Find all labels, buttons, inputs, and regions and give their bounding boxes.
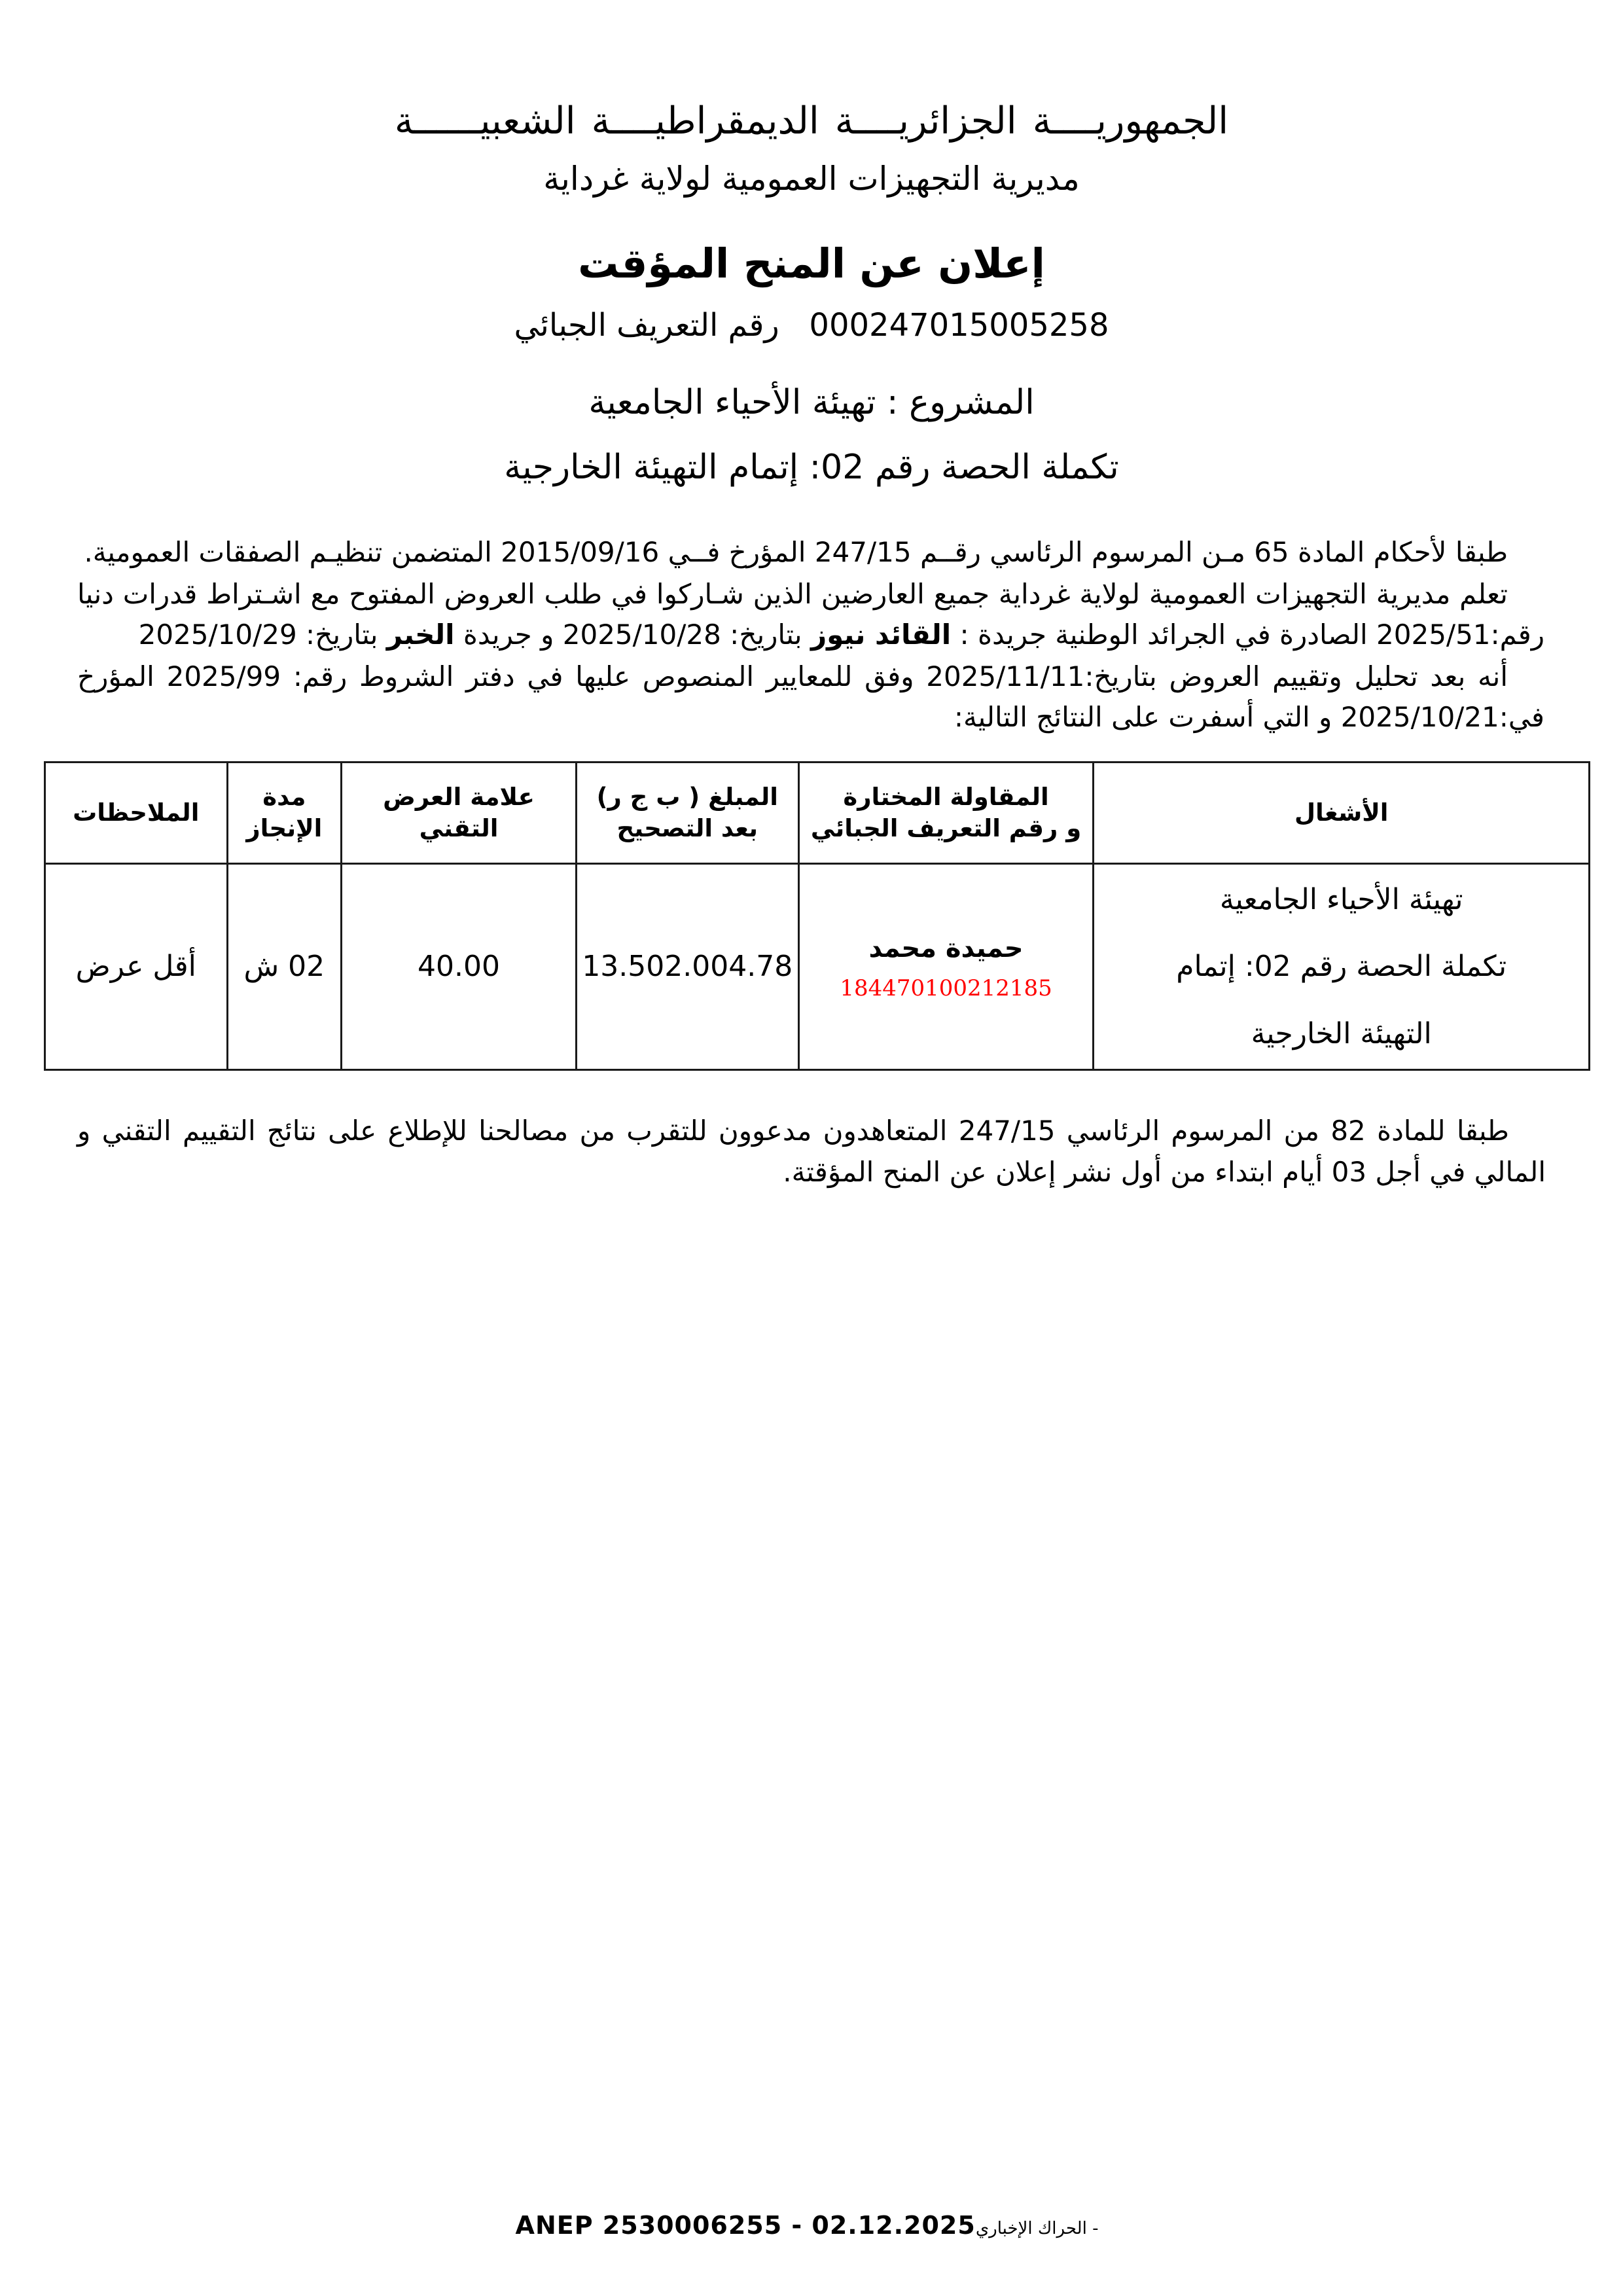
cell-works-line-3: التهيئة الخارجية — [1251, 1016, 1432, 1050]
cell-works-line-1: تهيئة الأحياء الجامعية — [1219, 883, 1463, 917]
paragraph-appeal-rights: طبقا للمادة 82 من المرسوم الرئاسي 247/15 المتعاهدون مدعوون للتقرب من مصالحنا للإطلاع على نتائج التقييم التقني و المالي في أجل 03 أيام ابتداء من أول نشر إعلان عن المنح المؤقتة. — [77, 1115, 1546, 1189]
cell-works — [1094, 864, 1590, 1070]
cell-works-line-2: تكملة الحصة رقم 02: إتمام — [1176, 950, 1507, 984]
column-header-mark-line2: التقني — [419, 814, 499, 843]
column-header-amount-line2: بعد التصحيح — [616, 814, 758, 843]
column-header-works: الأشغال — [1094, 762, 1590, 864]
newspaper-name-1: القائد نيوز — [810, 618, 952, 651]
project-title: المشروع : تهيئة الأحياء الجامعية — [588, 382, 1035, 422]
contractor-tax-number: 184470100212185 — [840, 975, 1052, 1002]
column-header-notes: الملاحظات — [45, 762, 228, 864]
cell-notes: أقل عرض — [45, 864, 228, 1070]
newspaper-name-2: الخبر — [386, 618, 455, 651]
column-header-technical-mark — [342, 762, 577, 864]
results-table-wrapper — [0, 761, 1623, 1071]
footer-source-label: - الحراك الإخباري — [975, 2219, 1099, 2238]
column-header-contractor-line2: و رقم التعريف الجبائي — [810, 814, 1082, 843]
announcement-text-a: تعلم مديرية التجهيزات العمومية لولاية غرداية جميع العارضين الذين شـاركوا في طلب العروض المفتوح مع اشـتراط قدرات دنيا رقم:2025/51 الصادرة في الجرائد الوطنية جريدة : — [77, 577, 1544, 651]
footer-inner — [516, 2211, 1108, 2240]
tax-label: رقم التعريف الجبائي — [514, 306, 779, 344]
paragraph-legal-basis: طبقا لأحكام المادة 65 مـن المرسوم الرئاسي رقــم 247/15 المؤرخ فــي 2015/09/16 المتضمن تنظيـم الصفقات العمومية. — [84, 535, 1508, 568]
cell-technical-mark: 40.00 — [342, 864, 577, 1070]
column-header-contractor — [798, 762, 1094, 864]
column-header-duration — [227, 762, 342, 864]
document-header — [0, 98, 1623, 200]
column-header-mark-line1: علامة العرض — [383, 783, 535, 812]
page-title: إعلان عن المنح المؤقت — [578, 240, 1045, 288]
paragraph-announcement — [77, 574, 1544, 655]
column-header-amount — [576, 762, 798, 864]
paragraph-evaluation: أنه بعد تحليل وتقييم العروض بتاريخ:2025/11/11 وفق للمعايير المنصوص عليها في دفتر الشروط رقم: 2025/99 المؤرخ في:2025/10/21 و التي أسفرت على النتائج التالية: — [77, 660, 1544, 734]
document-footer — [0, 2211, 1623, 2240]
announcement-text-c: بتاريخ: 2025/10/29 — [138, 618, 387, 651]
contractor-name: حميدة محمد — [868, 933, 1024, 964]
tax-number-value: 000247015005258 — [809, 306, 1109, 344]
column-header-contractor-line1: المقاولة المختارة — [843, 783, 1049, 812]
column-header-amount-line1: المبلغ ( ب ج ر) — [596, 783, 778, 812]
column-header-duration-line1: مدة — [262, 783, 306, 812]
table-row — [45, 864, 1590, 1070]
results-table — [44, 761, 1590, 1071]
announcement-text-b: بتاريخ: 2025/10/28 و جريدة — [454, 618, 811, 651]
cell-duration: 02 ش — [227, 864, 342, 1070]
anep-reference: ANEP 2530006255 - 02.12.2025 — [515, 2211, 976, 2240]
project-lot: تكملة الحصة رقم 02: إتمام التهيئة الخارجية — [504, 447, 1119, 487]
cell-contractor — [798, 864, 1094, 1070]
republic-heading: الجمهوريــــة الجزائريــــة الديمقراطيــــة الشعبيــــــة — [394, 99, 1229, 143]
body-text — [0, 532, 1623, 738]
tax-identification-line — [0, 306, 1623, 345]
table-header-row — [45, 762, 1590, 864]
directorate-heading: مديرية التجهيزات العمومية لولاية غرداية — [543, 160, 1080, 198]
cell-amount: 13.502.004.78 — [576, 864, 798, 1070]
column-header-duration-line2: الإنجاز — [246, 814, 323, 843]
closing-text — [0, 1110, 1623, 1193]
